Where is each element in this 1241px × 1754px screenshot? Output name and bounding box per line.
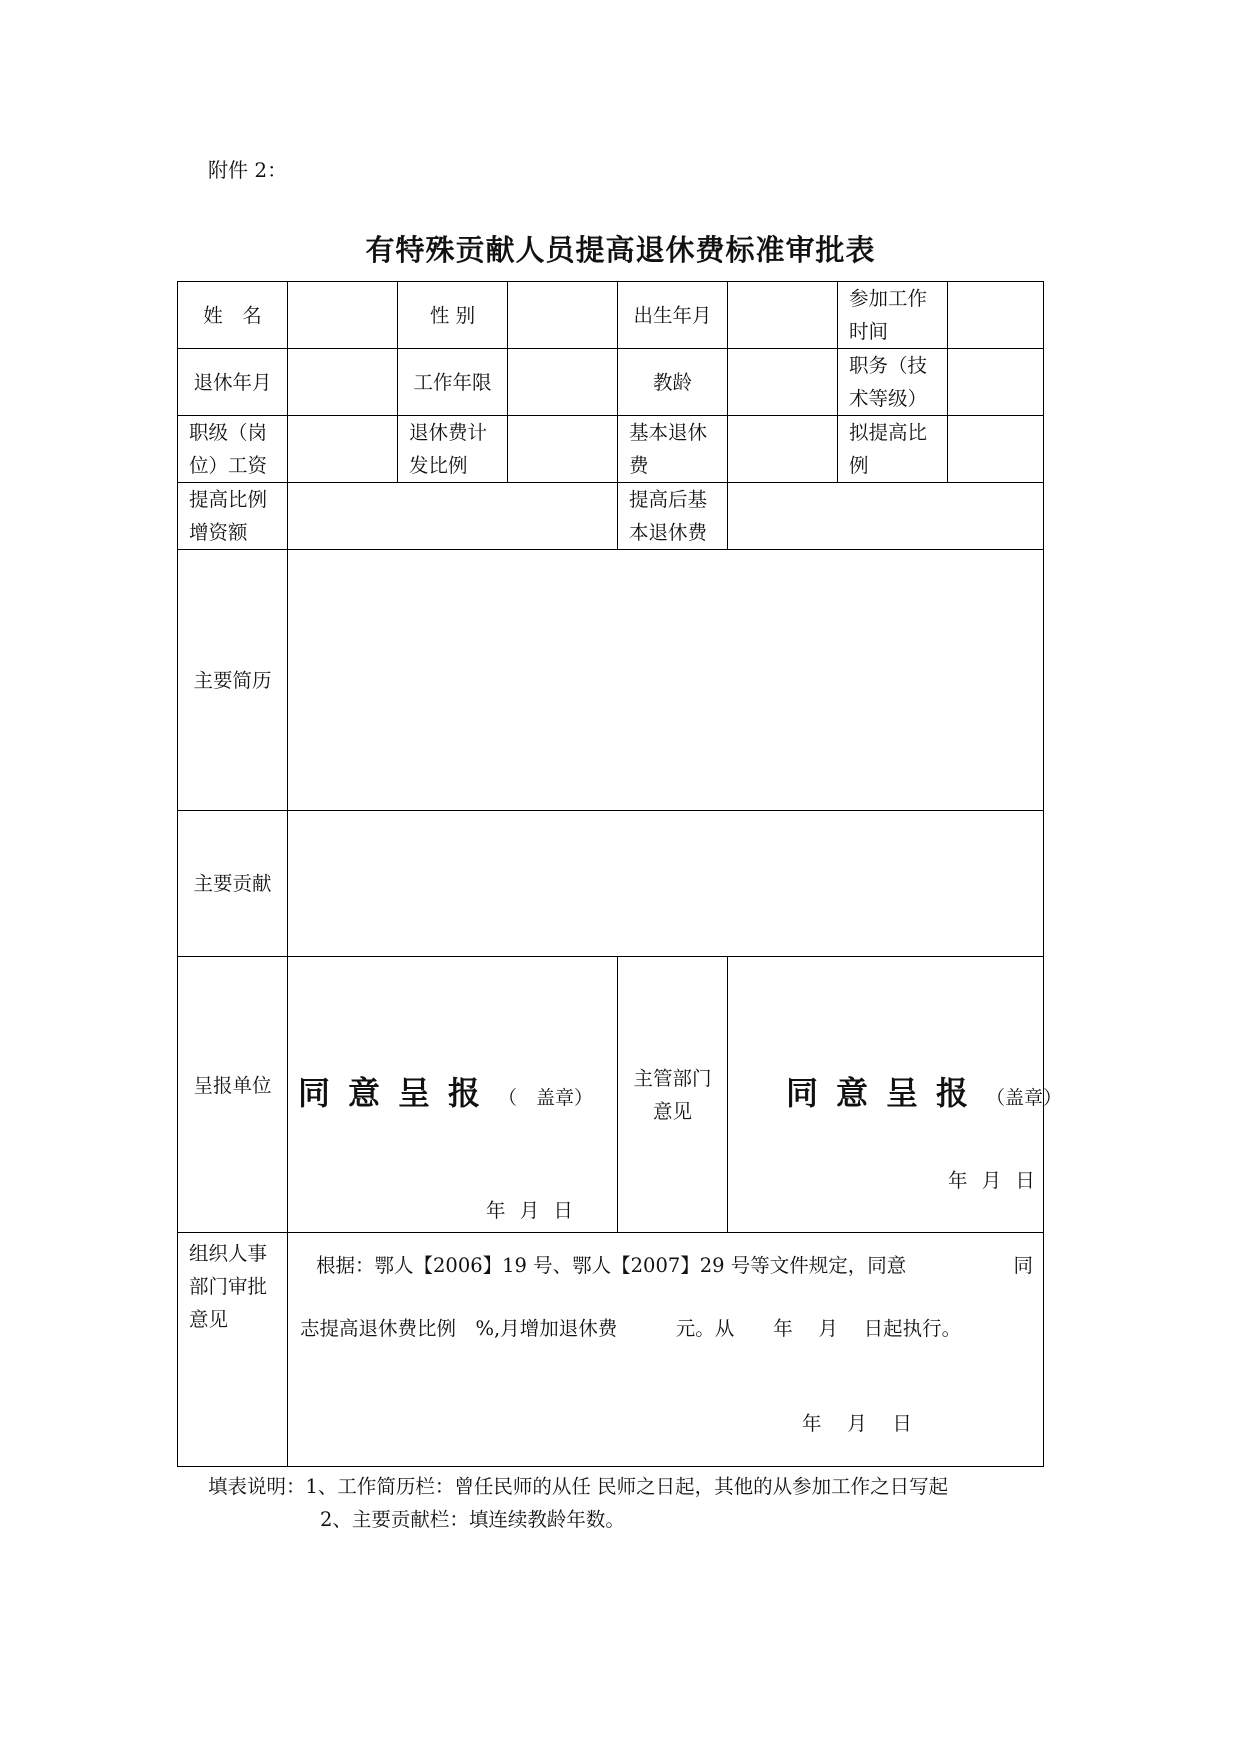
work-start-field[interactable] bbox=[948, 282, 1044, 349]
work-start-label: 参加工作时间 bbox=[838, 282, 948, 349]
dept-seal-note: （盖章） bbox=[986, 1087, 1063, 1109]
dept-stamp bbox=[786, 1074, 1063, 1115]
work-years-label: 工作年限 bbox=[398, 349, 508, 416]
submit-unit-label: 呈报单位 bbox=[178, 957, 288, 1233]
instruction-line1: 填表说明：1、工作简历栏：曾任民师的从任 民师之日起，其他的从参加工作之日写起 bbox=[208, 1475, 949, 1498]
form-title: 有特殊贡献人员提高退休费标准审批表 bbox=[365, 233, 876, 267]
increase-amount-label: 提高比例增资额 bbox=[178, 483, 288, 550]
pension-ratio-field[interactable] bbox=[508, 416, 618, 483]
review-text-line1: 根据：鄂人【2006】19 号、鄂人【2007】29 号等文件规定，同意 bbox=[316, 1254, 907, 1277]
post-field[interactable] bbox=[948, 349, 1044, 416]
dept-date: 年 月 日 bbox=[948, 1169, 1035, 1192]
agree-text: 同意呈报 bbox=[298, 1074, 499, 1112]
birth-field[interactable] bbox=[728, 282, 838, 349]
proposed-ratio-label: 拟提高比例 bbox=[838, 416, 948, 483]
name-field[interactable] bbox=[288, 282, 398, 349]
work-years-field[interactable] bbox=[508, 349, 618, 416]
retire-field[interactable] bbox=[288, 349, 398, 416]
contribution-label: 主要贡献 bbox=[178, 811, 288, 957]
teaching-age-field[interactable] bbox=[728, 349, 838, 416]
proposed-ratio-field[interactable] bbox=[948, 416, 1044, 483]
submit-unit-cell bbox=[288, 957, 618, 1233]
gender-label: 性 别 bbox=[398, 282, 508, 349]
review-label: 组织人事部门审批意见 bbox=[178, 1233, 288, 1467]
resume-field[interactable] bbox=[288, 550, 1044, 811]
raised-pension-label: 提高后基本退休费 bbox=[618, 483, 728, 550]
grade-wage-label: 职级（岗位）工资 bbox=[178, 416, 288, 483]
attachment-label: 附件 2： bbox=[208, 158, 288, 182]
instruction-line2: 2、主要贡献栏：填连续教龄年数。 bbox=[320, 1508, 625, 1531]
dept-agree-text: 同意呈报 bbox=[786, 1074, 987, 1112]
submit-unit-stamp bbox=[298, 1074, 594, 1115]
fill-instructions bbox=[208, 1470, 948, 1536]
review-text-line1-end: 同 bbox=[1013, 1254, 1033, 1277]
pension-ratio-label: 退休费计发比例 bbox=[398, 416, 508, 483]
review-date: 年 月 日 bbox=[802, 1412, 912, 1435]
contribution-field[interactable] bbox=[288, 811, 1044, 957]
gender-field[interactable] bbox=[508, 282, 618, 349]
grade-wage-field[interactable] bbox=[288, 416, 398, 483]
basic-pension-label: 基本退休费 bbox=[618, 416, 728, 483]
post-label: 职务（技术等级） bbox=[838, 349, 948, 416]
seal-note: （ 盖章） bbox=[498, 1087, 594, 1109]
dept-opinion-cell bbox=[728, 957, 1063, 1233]
dept-opinion-label: 主管部门意见 bbox=[618, 957, 728, 1233]
birth-label: 出生年月 bbox=[618, 282, 728, 349]
increase-amount-field[interactable] bbox=[288, 483, 618, 550]
approval-form bbox=[177, 281, 1063, 1467]
review-text-line2: 志提高退休费比例 %,月增加退休费 元。从 年 月 日起执行。 bbox=[300, 1317, 962, 1340]
teaching-age-label: 教龄 bbox=[618, 349, 728, 416]
review-cell bbox=[288, 1233, 1044, 1467]
raised-pension-field[interactable] bbox=[728, 483, 1044, 550]
resume-label: 主要简历 bbox=[178, 550, 288, 811]
submit-date: 年 月 日 bbox=[486, 1199, 573, 1222]
name-label: 姓 名 bbox=[178, 282, 288, 349]
basic-pension-field[interactable] bbox=[728, 416, 838, 483]
retire-label: 退休年月 bbox=[178, 349, 288, 416]
